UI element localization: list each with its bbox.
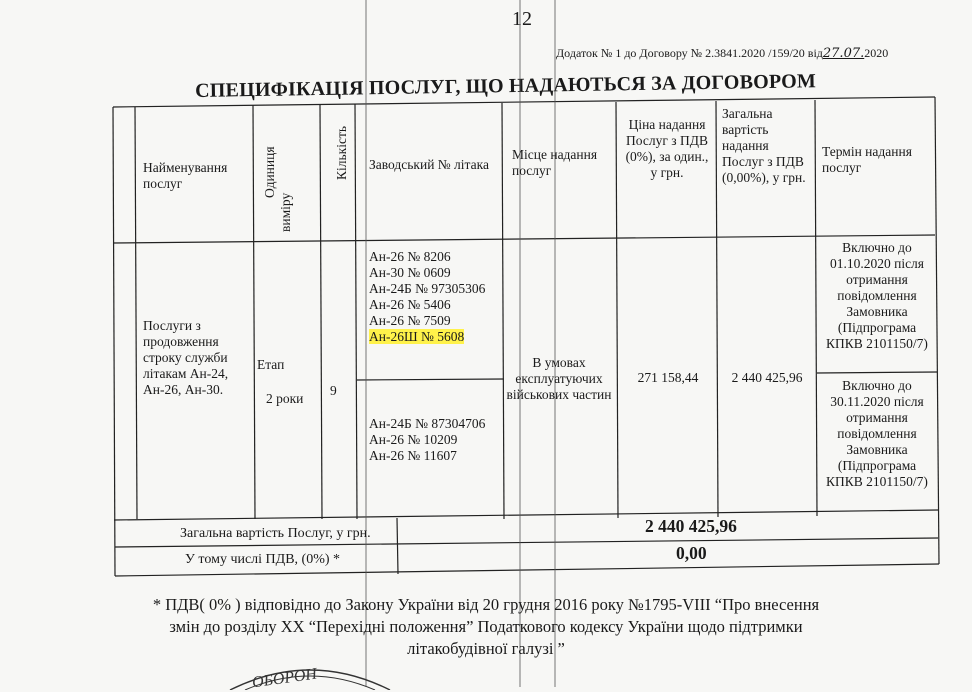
serial-item: Ан-24Б № 87304706 — [369, 416, 486, 431]
summary-total-value: 2 440 425,96 — [645, 516, 737, 536]
serial-item: Ан-26 № 10209 — [369, 432, 458, 447]
summary-vat-value: 0,00 — [676, 543, 707, 563]
header-unit — [262, 146, 294, 232]
row-term-2: Включно до 30.11.2020 після отримання повідомлення Замовника (Підпрограма КПКВ 2101150/7) — [826, 378, 928, 489]
page-number: 12 — [512, 8, 532, 30]
summary-total-label: Загальна вартість Послуг, у грн. — [180, 526, 371, 541]
header-unit-line2: виміру — [278, 192, 293, 232]
serial-item: Ан-26 № 11607 — [369, 448, 457, 463]
summary-vat-label: У тому числі ПДВ, (0%) * — [185, 552, 341, 567]
row-service-name: Послуги з продовження строку служби літакам Ан-24, Ан-26, Ан-30. — [143, 318, 229, 397]
header-serial: Заводський № літака — [369, 157, 489, 172]
serial-item-highlighted: Ан-26Ш № 5608 — [369, 329, 465, 344]
serial-item: Ан-26 № 5406 — [369, 297, 451, 312]
header-price: Ціна надання Послуг з ПДВ (0%), за один., у грн. — [625, 117, 709, 180]
serials-group-1 — [369, 249, 501, 345]
stamp-text: ОБОРОН — [251, 665, 319, 692]
serial-item: Ан-30 № 0609 — [369, 265, 451, 280]
row-unit-duration: 2 роки — [266, 391, 304, 406]
row-place: В умовах експлуатуючих військових частин — [506, 355, 612, 402]
header-term: Термін надання послуг — [822, 144, 912, 175]
page-title: СПЕЦИФІКАЦІЯ ПОСЛУГ, ЩО НАДАЮТЬСЯ ЗА ДОГОВОРОМ — [195, 70, 817, 102]
row-unit: Етап — [257, 357, 285, 372]
serial-item: Ан-24Б № 97305306 — [369, 281, 486, 296]
annex-prefix: Додаток № 1 до Договору № 2.3841.2020 /159/20 від — [556, 46, 823, 60]
header-quantity: Кількість — [334, 125, 349, 180]
header-total: Загальна вартість надання Послуг з ПДВ (0,00%), у грн. — [722, 106, 806, 185]
row-quantity: 9 — [330, 383, 337, 398]
row-total: 2 440 425,96 — [731, 370, 803, 385]
serials-group-2 — [369, 416, 501, 464]
header-name: Найменування послуг — [143, 160, 228, 191]
annex-year: 2020 — [864, 46, 889, 60]
header-unit-line1: Одиниця — [262, 146, 277, 198]
serial-item: Ан-26 № 7509 — [369, 313, 451, 328]
footnote — [0, 594, 972, 660]
row-term-1: Включно до 01.10.2020 після отримання повідомлення Замовника (Підпрограма КПКВ 2101150/7) — [826, 240, 928, 351]
header-place: Місце надання послуг — [512, 147, 598, 178]
serial-item: Ан-26 № 8206 — [369, 249, 451, 264]
annex-date-handwritten: 27.07. — [822, 46, 865, 61]
row-price: 271 158,44 — [637, 370, 699, 385]
footnote-text: * ПДВ( 0% ) відповідно до Закону України від 20 грудня 2016 року №1795-VIII “Про внесення змін до розділу XX “Перехідні положення” Податкового кодексу України щодо підтримки літакобудівної галузі ” — [152, 595, 820, 658]
